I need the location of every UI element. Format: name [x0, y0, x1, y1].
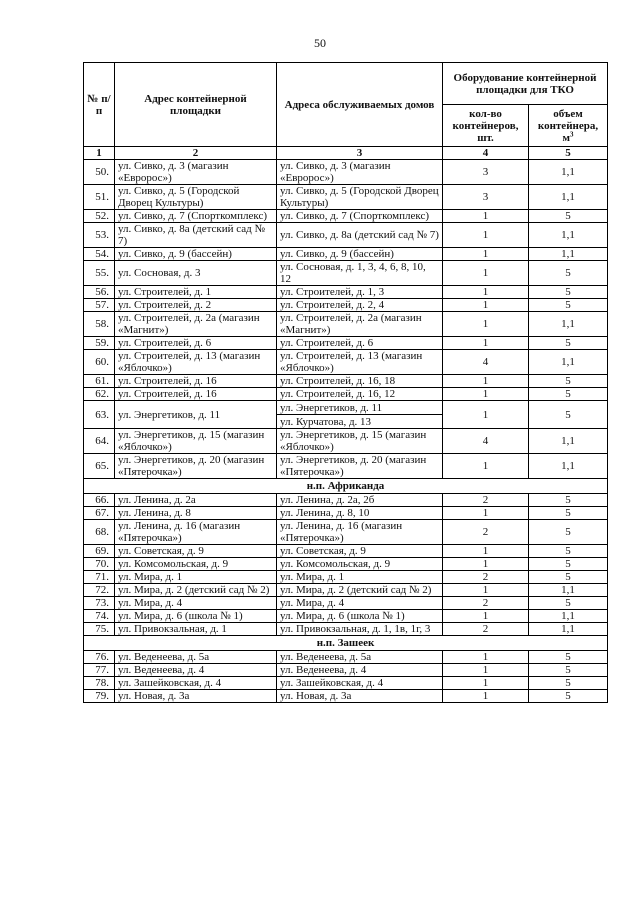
container-volume: 5 [529, 401, 608, 429]
header-houses-address: Адреса обслуживаемых домов [277, 63, 443, 147]
container-volume: 1,1 [529, 584, 608, 597]
container-volume: 1,1 [529, 248, 608, 261]
house-address: ул. Советская, д. 9 [277, 545, 443, 558]
house-address: ул. Сивко, д. 8а (детский сад № 7) [277, 223, 443, 248]
table-body-energetikov [84, 429, 608, 479]
site-address: ул. Строителей, д. 6 [115, 337, 277, 350]
house-address: ул. Энергетиков, д. 20 (магазин «Пятерочка») [277, 454, 443, 479]
column-number: 4 [443, 147, 529, 160]
row-number: 63. [84, 401, 115, 429]
container-volume: 5 [529, 261, 608, 286]
site-address: ул. Комсомольская, д. 9 [115, 558, 277, 571]
section-afrikanda [84, 479, 608, 494]
container-volume: 5 [529, 210, 608, 223]
site-address: ул. Строителей, д. 2а (магазин «Магнит») [115, 312, 277, 337]
container-count: 2 [443, 520, 529, 545]
site-address: ул. Веденеева, д. 5а [115, 651, 277, 664]
house-address: ул. Сивко, д. 7 (Спорткомплекс) [277, 210, 443, 223]
table-row [84, 350, 608, 375]
table-body-kirovsk [84, 160, 608, 401]
table-body-afrikanda [84, 494, 608, 636]
table-row [84, 223, 608, 248]
container-volume: 5 [529, 286, 608, 299]
container-volume: 5 [529, 507, 608, 520]
container-count: 3 [443, 185, 529, 210]
house-address: ул. Ленина, д. 16 (магазин «Пятерочка») [277, 520, 443, 545]
container-count: 1 [443, 312, 529, 337]
site-address: ул. Строителей, д. 16 [115, 375, 277, 388]
section-zasheek [84, 636, 608, 651]
table-row [84, 160, 608, 185]
table-row [84, 664, 608, 677]
site-address: ул. Сивко, д. 3 (магазин «Евророс») [115, 160, 277, 185]
site-address: ул. Сивко, д. 5 (Городской Дворец Культуры) [115, 185, 277, 210]
site-address: ул. Сивко, д. 8а (детский сад № 7) [115, 223, 277, 248]
row-number: 66. [84, 494, 115, 507]
row-number: 58. [84, 312, 115, 337]
page-number: 50 [314, 36, 326, 50]
site-address: ул. Строителей, д. 1 [115, 286, 277, 299]
header-container-volume [529, 105, 608, 147]
table-row [84, 610, 608, 623]
row-number: 50. [84, 160, 115, 185]
header-equipment: Оборудование контейнерной площадки для ТКО [443, 63, 608, 105]
house-address: ул. Ленина, д. 2а, 2б [277, 494, 443, 507]
table-row-63-group [84, 401, 608, 429]
column-number: 1 [84, 147, 115, 160]
house-address: ул. Привокзальная, д. 1, 1в, 1г, 3 [277, 623, 443, 636]
site-address: ул. Строителей, д. 2 [115, 299, 277, 312]
container-volume: 5 [529, 388, 608, 401]
site-address: ул. Сосновая, д. 3 [115, 261, 277, 286]
house-address: ул. Строителей, д. 13 (магазин «Яблочко») [277, 350, 443, 375]
house-address: ул. Зашейковская, д. 4 [277, 677, 443, 690]
table-row [84, 690, 608, 703]
site-address: ул. Строителей, д. 13 (магазин «Яблочко») [115, 350, 277, 375]
row-number: 64. [84, 429, 115, 454]
table-row [84, 185, 608, 210]
table-row [84, 571, 608, 584]
header-site-address: Адрес контейнерной площадки [115, 63, 277, 147]
container-volume: 5 [529, 664, 608, 677]
row-number: 75. [84, 623, 115, 636]
site-address: ул. Мира, д. 4 [115, 597, 277, 610]
container-count: 1 [443, 375, 529, 388]
site-address: ул. Новая, д. 3а [115, 690, 277, 703]
table-row [84, 375, 608, 388]
container-count: 1 [443, 651, 529, 664]
site-address: ул. Мира, д. 1 [115, 571, 277, 584]
header-container-count: кол-во контейнеров, шт. [443, 105, 529, 147]
container-volume: 5 [529, 520, 608, 545]
site-address: ул. Ленина, д. 8 [115, 507, 277, 520]
container-volume: 1,1 [529, 223, 608, 248]
table-row [84, 520, 608, 545]
site-address: ул. Ленина, д. 2а [115, 494, 277, 507]
table-row [84, 454, 608, 479]
container-count: 4 [443, 350, 529, 375]
row-number: 53. [84, 223, 115, 248]
container-count: 2 [443, 623, 529, 636]
row-number: 71. [84, 571, 115, 584]
row-number: 79. [84, 690, 115, 703]
container-count: 1 [443, 248, 529, 261]
container-count: 4 [443, 429, 529, 454]
row-number: 60. [84, 350, 115, 375]
container-count: 1 [443, 337, 529, 350]
row-number: 65. [84, 454, 115, 479]
container-volume: 1,1 [529, 312, 608, 337]
container-volume: 5 [529, 571, 608, 584]
container-volume: 1,1 [529, 185, 608, 210]
table-body-zasheek [84, 651, 608, 703]
house-address: ул. Строителей, д. 1, 3 [277, 286, 443, 299]
site-address: ул. Сивко, д. 9 (бассейн) [115, 248, 277, 261]
row-number: 54. [84, 248, 115, 261]
row-number: 67. [84, 507, 115, 520]
container-volume: 5 [529, 677, 608, 690]
house-address: ул. Сивко, д. 9 (бассейн) [277, 248, 443, 261]
house-address: ул. Комсомольская, д. 9 [277, 558, 443, 571]
container-count: 1 [443, 401, 529, 429]
house-address: ул. Мира, д. 4 [277, 597, 443, 610]
table-row [84, 597, 608, 610]
table-row [84, 337, 608, 350]
container-count: 1 [443, 558, 529, 571]
container-volume: 1,1 [529, 350, 608, 375]
container-volume: 5 [529, 597, 608, 610]
container-volume: 5 [529, 299, 608, 312]
table-row [84, 210, 608, 223]
site-address: ул. Веденеева, д. 4 [115, 664, 277, 677]
container-count: 1 [443, 223, 529, 248]
house-address: ул. Сосновая, д. 1, 3, 4, 6, 8, 10, 12 [277, 261, 443, 286]
row-number: 70. [84, 558, 115, 571]
site-address: ул. Строителей, д. 16 [115, 388, 277, 401]
column-number: 3 [277, 147, 443, 160]
container-volume: 5 [529, 558, 608, 571]
table-row [84, 388, 608, 401]
site-address: ул. Мира, д. 2 (детский сад № 2) [115, 584, 277, 597]
site-address: ул. Зашейковская, д. 4 [115, 677, 277, 690]
container-count: 1 [443, 388, 529, 401]
house-address: ул. Энергетиков, д. 15 (магазин «Яблочко») [277, 429, 443, 454]
house-address: ул. Мира, д. 1 [277, 571, 443, 584]
container-count: 3 [443, 160, 529, 185]
container-sites-table [83, 62, 608, 703]
house-address: ул. Новая, д. 3а [277, 690, 443, 703]
container-volume: 1,1 [529, 610, 608, 623]
header-volume-sup: 3 [570, 129, 574, 138]
row-number: 52. [84, 210, 115, 223]
row-number: 51. [84, 185, 115, 210]
row-number: 72. [84, 584, 115, 597]
table-row [84, 494, 608, 507]
house-address: ул. Строителей, д. 16, 12 [277, 388, 443, 401]
row-number: 55. [84, 261, 115, 286]
house-address: ул. Строителей, д. 16, 18 [277, 375, 443, 388]
house-address: ул. Веденеева, д. 5а [277, 651, 443, 664]
container-volume: 5 [529, 690, 608, 703]
table-row [84, 248, 608, 261]
site-address: ул. Энергетиков, д. 15 (магазин «Яблочко») [115, 429, 277, 454]
container-volume: 5 [529, 494, 608, 507]
container-volume: 1,1 [529, 160, 608, 185]
container-count: 1 [443, 690, 529, 703]
container-count: 1 [443, 677, 529, 690]
section-row [84, 479, 608, 494]
container-count: 1 [443, 664, 529, 677]
row-number: 57. [84, 299, 115, 312]
site-address: ул. Советская, д. 9 [115, 545, 277, 558]
column-number: 2 [115, 147, 277, 160]
table-row [84, 312, 608, 337]
container-count: 1 [443, 286, 529, 299]
row-number: 59. [84, 337, 115, 350]
container-count: 1 [443, 299, 529, 312]
site-address: ул. Привокзальная, д. 1 [115, 623, 277, 636]
container-count: 1 [443, 454, 529, 479]
table-row [84, 651, 608, 664]
row-number: 62. [84, 388, 115, 401]
container-count: 1 [443, 584, 529, 597]
section-row [84, 636, 608, 651]
container-count: 2 [443, 494, 529, 507]
container-count: 1 [443, 261, 529, 286]
site-address: ул. Ленина, д. 16 (магазин «Пятерочка») [115, 520, 277, 545]
table-row [84, 286, 608, 299]
house-address: ул. Сивко, д. 5 (Городской Дворец Культуры) [277, 185, 443, 210]
container-volume: 1,1 [529, 454, 608, 479]
row-number: 77. [84, 664, 115, 677]
house-address: ул. Мира, д. 2 (детский сад № 2) [277, 584, 443, 597]
row-number: 73. [84, 597, 115, 610]
house-address: ул. Строителей, д. 2, 4 [277, 299, 443, 312]
row-number: 56. [84, 286, 115, 299]
container-volume: 5 [529, 337, 608, 350]
column-numbers-row [84, 147, 608, 160]
container-volume: 5 [529, 375, 608, 388]
table-row [84, 545, 608, 558]
house-address: ул. Ленина, д. 8, 10 [277, 507, 443, 520]
house-address: ул. Веденеева, д. 4 [277, 664, 443, 677]
container-count: 2 [443, 571, 529, 584]
house-address: ул. Мира, д. 6 (школа № 1) [277, 610, 443, 623]
table-row [84, 299, 608, 312]
container-count: 1 [443, 610, 529, 623]
table-row [84, 677, 608, 690]
table-row [84, 623, 608, 636]
container-count: 1 [443, 507, 529, 520]
table-row [84, 558, 608, 571]
row-number: 78. [84, 677, 115, 690]
site-address: ул. Энергетиков, д. 20 (магазин «Пятерочка») [115, 454, 277, 479]
container-count: 1 [443, 210, 529, 223]
table-row [84, 584, 608, 597]
header-volume-text: объем контейнера, м [537, 107, 599, 144]
house-address: ул. Энергетиков, д. 11 [277, 401, 443, 415]
table-row [84, 429, 608, 454]
container-count: 2 [443, 597, 529, 610]
house-address: ул. Сивко, д. 3 (магазин «Евророс») [277, 160, 443, 185]
container-count: 1 [443, 545, 529, 558]
house-address: ул. Курчатова, д. 13 [277, 415, 443, 429]
container-volume: 1,1 [529, 623, 608, 636]
table-row [84, 261, 608, 286]
site-address: ул. Сивко, д. 7 (Спорткомплекс) [115, 210, 277, 223]
header-num: № п/п [84, 63, 115, 147]
row-number: 69. [84, 545, 115, 558]
table-row [84, 401, 608, 415]
row-number: 61. [84, 375, 115, 388]
row-number: 76. [84, 651, 115, 664]
site-address: ул. Энергетиков, д. 11 [115, 401, 277, 429]
row-number: 74. [84, 610, 115, 623]
site-address: ул. Мира, д. 6 (школа № 1) [115, 610, 277, 623]
table-row [84, 507, 608, 520]
row-number: 68. [84, 520, 115, 545]
house-address: ул. Строителей, д. 6 [277, 337, 443, 350]
column-number: 5 [529, 147, 608, 160]
section-title: н.п. Африканда [84, 479, 608, 494]
container-volume: 1,1 [529, 429, 608, 454]
section-title: н.п. Зашеек [84, 636, 608, 651]
container-volume: 5 [529, 651, 608, 664]
house-address: ул. Строителей, д. 2а (магазин «Магнит») [277, 312, 443, 337]
container-volume: 5 [529, 545, 608, 558]
